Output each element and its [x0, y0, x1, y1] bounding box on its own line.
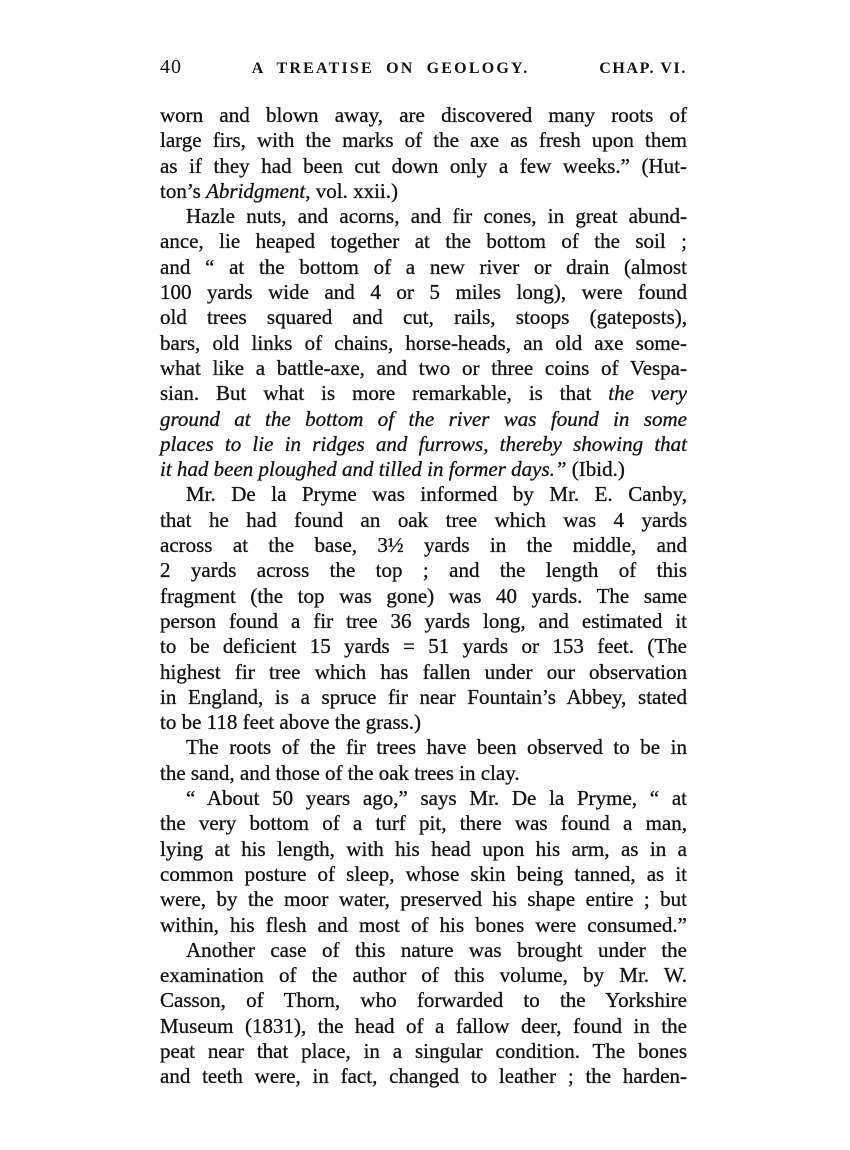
text-run: Mr. De la Pryme was informed by Mr. E. Canby, [186, 482, 687, 507]
text-line [160, 913, 687, 938]
text-line [160, 482, 687, 507]
text-line [160, 457, 687, 482]
text-line [160, 533, 687, 558]
text-line [160, 558, 687, 583]
text-block [160, 103, 687, 1090]
text-run: Hazle nuts, and acorns, and fir cones, in great abund- [186, 204, 687, 229]
paragraph [160, 204, 687, 482]
text-run: peat near that place, in a singular condition. The bones [160, 1038, 687, 1063]
text-line [160, 280, 687, 305]
text-line [160, 735, 687, 760]
chapter-label: CHAP. VI. [599, 60, 687, 77]
text-line [160, 407, 687, 432]
text-run: within, his flesh and most of his bones were consumed.” [160, 912, 687, 937]
text-line [160, 508, 687, 533]
text-run: The roots of the fir trees have been observed to be in [186, 735, 687, 760]
text-run: old trees squared and cut, rails, stoops (gateposts), [160, 305, 687, 330]
text-run: lying at his length, with his head upon his arm, as in a [160, 836, 687, 861]
text-line [160, 1014, 687, 1039]
text-run: Museum (1831), the head of a fallow deer, found in the [160, 1013, 687, 1038]
text-run: , vol. xxii.) [305, 178, 398, 203]
text-line [160, 963, 687, 988]
text-line [160, 103, 687, 128]
paragraph [160, 938, 687, 1090]
text-run: “ About 50 years ago,” says Mr. De la Pryme, “ at [186, 786, 687, 811]
text-line [160, 154, 687, 179]
text-line [160, 660, 687, 685]
text-run: in England, is a spruce fir near Fountain’s Abbey, stated [160, 684, 687, 709]
text-run: Another case of this nature was brought under the [186, 937, 687, 962]
text-line [160, 862, 687, 887]
text-line [160, 432, 687, 457]
text-run: that he had found an oak tree which was 4 yards [160, 507, 687, 532]
text-line [160, 179, 687, 204]
paragraph [160, 103, 687, 204]
text-run-italic: places to lie in ridges and furrows, thereby showing that [160, 431, 687, 456]
text-run-italic: ground at the bottom of the river was found in some [160, 406, 687, 431]
text-line [160, 204, 687, 229]
text-run: (Ibid.) [566, 457, 625, 482]
text-run: examination of the author of this volume, by Mr. W. [160, 963, 687, 988]
text-line [160, 356, 687, 381]
page-header [160, 56, 687, 79]
text-run: the very bottom of a turf pit, there was found a man, [160, 811, 687, 836]
text-line [160, 634, 687, 659]
text-run: 100 yards wide and 4 or 5 miles long), were found [160, 280, 687, 305]
text-line [160, 837, 687, 862]
page-number: 40 [160, 56, 182, 78]
text-line [160, 255, 687, 280]
text-run: ton’s [160, 178, 207, 203]
text-line [160, 761, 687, 786]
paragraph [160, 482, 687, 735]
text-run: person found a fir tree 36 yards long, and estimated it [160, 608, 687, 633]
text-run: as if they had been cut down only a few weeks.” (Hut- [160, 153, 687, 178]
text-line [160, 229, 687, 254]
text-line [160, 609, 687, 634]
text-line [160, 710, 687, 735]
text-run: to be deficient 15 yards = 51 yards or 153 feet. (The [160, 634, 687, 659]
text-line [160, 584, 687, 609]
text-run: to be 118 feet above the grass.) [160, 710, 422, 735]
text-run: ance, lie heaped together at the bottom of the soil ; [160, 229, 687, 254]
text-run: the sand, and those of the oak trees in clay. [160, 760, 520, 785]
text-run: worn and blown away, are discovered many roots of [160, 103, 687, 127]
text-run: highest fir tree which has fallen under our observation [160, 659, 687, 684]
text-line [160, 938, 687, 963]
text-line [160, 128, 687, 153]
text-run: common posture of sleep, whose skin being tanned, as it [160, 861, 687, 886]
text-run: Casson, of Thorn, who forwarded to the Yorkshire [160, 988, 687, 1013]
paragraph [160, 786, 687, 938]
text-run: large firs, with the marks of the axe as fresh upon them [160, 128, 687, 153]
text-run: 2 yards across the top ; and the length of this [160, 558, 687, 583]
text-line [160, 988, 687, 1013]
text-run-italic: the very [608, 381, 687, 406]
text-line [160, 1039, 687, 1064]
text-run: were, by the moor water, preserved his shape entire ; but [160, 887, 687, 912]
text-run: sian. But what is more remarkable, is that [160, 381, 609, 406]
text-run: and teeth were, in fact, changed to leather ; the harden- [160, 1064, 687, 1089]
text-line [160, 811, 687, 836]
text-line [160, 381, 687, 406]
text-run: what like a battle-axe, and two or three coins of Vespa- [160, 355, 687, 380]
text-run: and “ at the bottom of a new river or drain (almost [160, 254, 687, 279]
text-line [160, 1064, 687, 1089]
text-run: fragment (the top was gone) was 40 yards. The same [160, 583, 687, 608]
text-run: bars, old links of chains, horse-heads, an old axe some- [160, 330, 687, 355]
text-line [160, 786, 687, 811]
text-line [160, 305, 687, 330]
text-run-italic: Abridgment [206, 178, 306, 203]
text-run-italic: it had been ploughed and tilled in former days.” [160, 457, 567, 482]
running-title: A TREATISE ON GEOLOGY. [251, 60, 530, 77]
text-line [160, 887, 687, 912]
text-line [160, 331, 687, 356]
text-run: across at the base, 3½ yards in the middle, and [160, 533, 687, 558]
paragraph [160, 735, 687, 786]
text-line [160, 685, 687, 710]
